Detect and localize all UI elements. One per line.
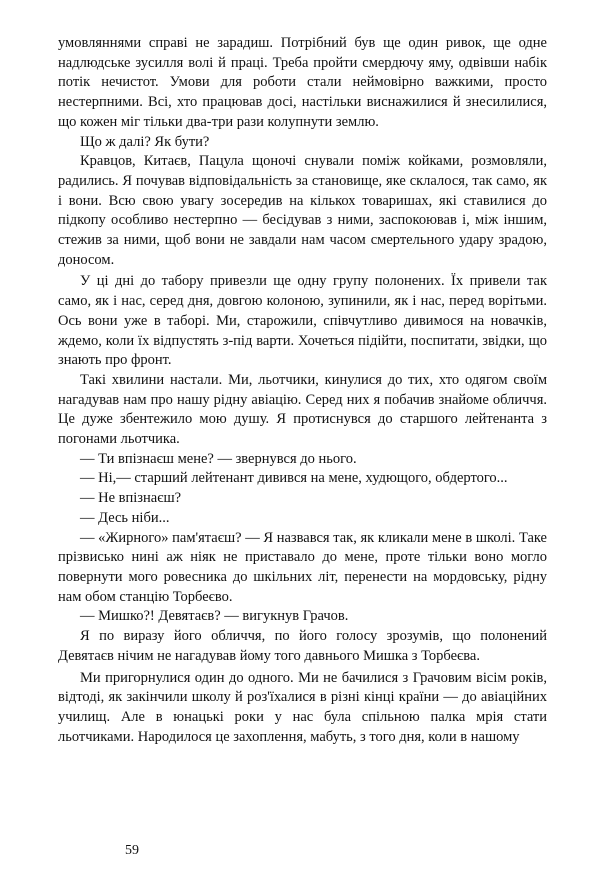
page-number: 59 (125, 843, 139, 858)
dialogue-line-1: — Ти впізнаєш мене? — звернувся до нього. (80, 450, 357, 467)
book-page-body (58, 34, 547, 747)
paragraph-continuation: умовляннями справі не зарадиш. Потрібний був ще один ривок, ще одне надлюдське зусилля волі й праці. Треба пройти смердючу яму, одвівши набік потік нечистот. Умови для роботи стали неймовірно важкими, просто нестерпними. Всі, хто працював досі, настільки виснажилися й знесилилися, що кожен міг тільки два-три рази колупнути землю. (58, 35, 547, 130)
paragraph-recognition: Я по виразу його обличчя, по його голосу зрозумів, що полонений Девятаєв нічим не нагадував йому того давнього Мишка з Торбеєва. (58, 628, 547, 664)
paragraph-reunion: Ми пригорнулися один до одного. Ми не бачилися з Грачовим вісім років, відтоді, як закінчили школу й роз'їхалися в різні кінці країни — до авіаційних училищ. Але в юнацькі роки у нас була спільною палка мрія стати льотчиками. Народилося це захоплення, мабуть, з того дня, коли в нашому (58, 669, 547, 745)
paragraph-question: Що ж далі? Як бути? (80, 133, 210, 150)
dialogue-line-3: — Не впізнаєш? (80, 490, 182, 507)
dialogue-line-5: — «Жирного» пам'ятаєш? — Я назвався так, як кликали мене в школі. Таке прізвисько нині аж ніяк не приставало до мене, проте тільки воно могло повернути мого ровесника до шкільних літ, перенести на мордовську, рідну нам обом станцію Торбеєво. (58, 529, 547, 605)
dialogue-line-4: — Десь ніби... (80, 509, 170, 526)
dialogue-line-6: — Мишко?! Девятаєв? — вигукнув Грачов. (80, 608, 349, 625)
dialogue-line-2: — Ні,— старший лейтенант дивився на мене, худющого, обдертого... (80, 470, 508, 487)
paragraph-kravtsov: Кравцов, Китаєв, Пацула щоночі снували поміж койками, розмовляли, радились. Я почував відповідальність за становище, яке склалося, так само, як і вони. Всю свою увагу зосередив на кількох товаришах, які ставилися до підкопу особливо нестерпно — бесідував з ними, заспокоював і, між іншим, стежив за ними, щоб вони не завдали нам часом смертельного удару зрадою, доносом. (58, 153, 547, 268)
paragraph-prisoners-arrive: У ці дні до табору привезли ще одну групу полонених. Їх привели так само, як і нас, серед дня, довгою колоною, зупинили, як і нас, перед ворітьми. Ось вони уже в таборі. Ми, старожили, співчутливо дивимося на новачків, ждемо, коли їх відпустять з-під варти. Хочеться підійти, поспитати, звідки, що знають про фронт. (58, 273, 547, 369)
paragraph-pilots: Такі хвилини настали. Ми, льотчики, кинулися до тих, хто одягом своїм нагадував нам про нашу рідну авіацію. Серед них я побачив знайоме обличчя. Це дуже збентежило мою душу. Я протиснувся до старшого лейтенанта з погонами льотчика. (58, 371, 547, 448)
